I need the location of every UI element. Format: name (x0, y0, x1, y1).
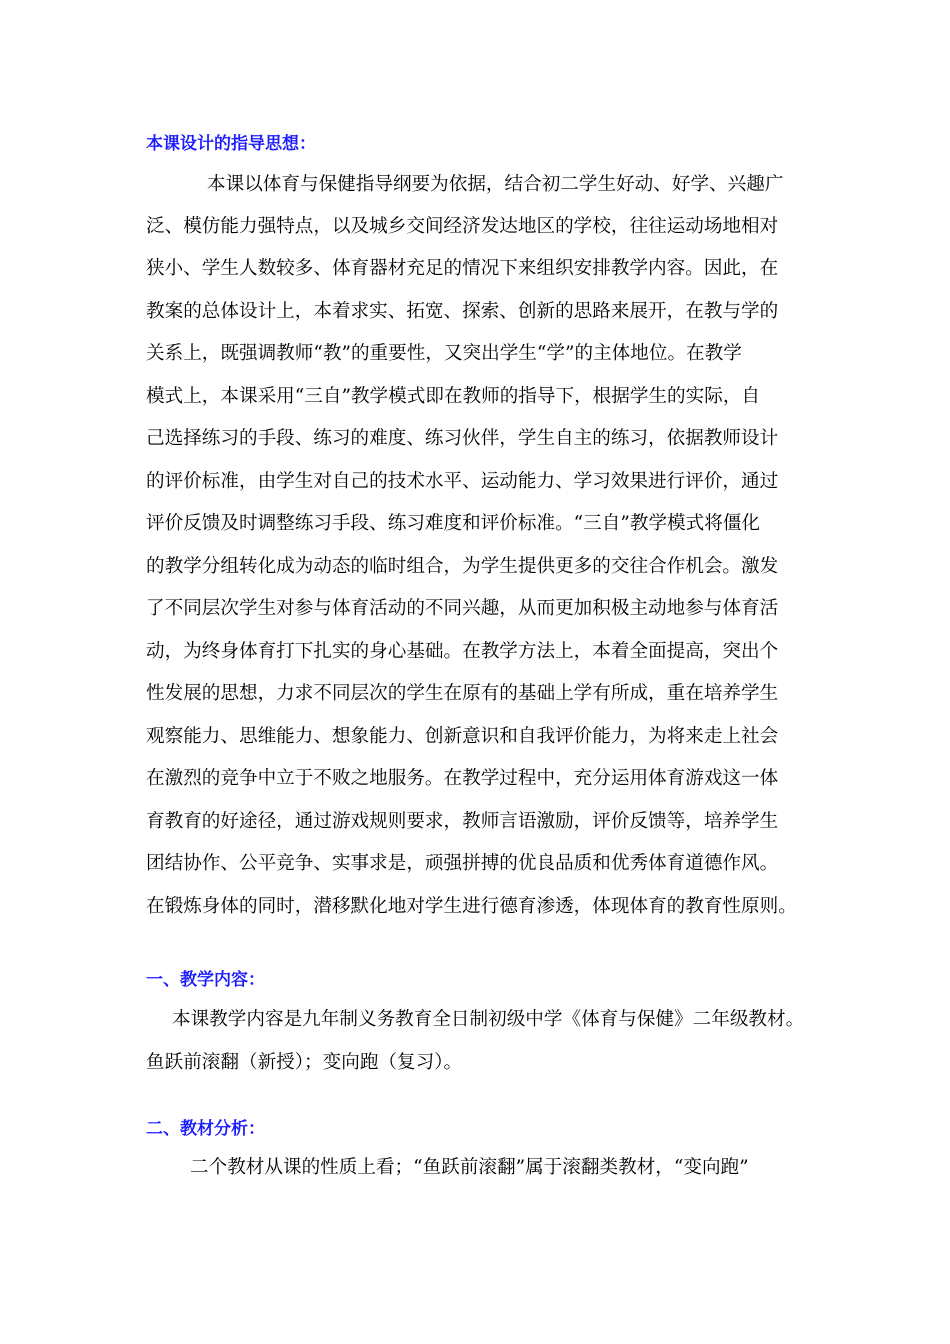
paragraph-line: 己选择练习的手段、练习的难度、练习伙伴，学生自主的练习，依据教师设计 (146, 428, 779, 449)
paragraph-line: 在激烈的竞争中立于不败之地服务。在教学过程中，充分运用体育游戏这一体 (146, 768, 779, 789)
paragraph-line: 的评价标准，由学生对自己的技术水平、运动能力、学习效果进行评价，通过 (146, 471, 779, 492)
paragraph-line: 关系上，既强调教师“教”的重要性，又突出学生“学”的主体地位。在教学 (146, 343, 742, 364)
paragraph-line: 模式上，本课采用“三自”教学模式即在教师的指导下，根据学生的实际，自 (146, 386, 761, 407)
guiding-ideology-heading: 本课设计的指导思想： (146, 134, 316, 154)
paragraph-line: 观察能力、思维能力、想象能力、创新意识和自我评价能力，为将来走上社会 (146, 726, 779, 747)
paragraph-line: 教案的总体设计上，本着求实、拓宽、探索、创新的思路来展开，在教与学的 (146, 301, 779, 322)
paragraph-line: 在锻炼身体的同时，潜移默化地对学生进行德育渗透，体现体育的教育性原则。 (146, 896, 797, 917)
paragraph-line: 评价反馈及时调整练习手段、练习难度和评价标准。“三自”教学模式将僵化 (146, 513, 761, 534)
paragraph-line: 本课教学内容是九年制义务教育全日制初级中学《体育与保健》二年级教材。 (172, 1009, 805, 1030)
paragraph-line: 狭小、学生人数较多、体育器材充足的情况下来组织安排教学内容。因此，在 (146, 258, 779, 279)
paragraph-line: 泛、模仿能力强特点，以及城乡交间经济发达地区的学校，往往运动场地相对 (146, 216, 779, 237)
textbook-analysis-heading: 二、教材分析： (146, 1119, 265, 1139)
paragraph-line: 二个教材从课的性质上看；“鱼跃前滚翻”属于滚翻类教材，“变向跑” (190, 1157, 749, 1178)
paragraph-line: 团结协作、公平竞争、实事求是，顽强拼搏的优良品质和优秀体育道德作风。 (146, 853, 779, 874)
paragraph-line: 育教育的好途径，通过游戏规则要求，教师言语激励，评价反馈等，培养学生 (146, 811, 779, 832)
paragraph-line: 了不同层次学生对参与体育活动的不同兴趣，从而更加积极主动地参与体育活 (146, 598, 779, 619)
teaching-content-heading: 一、教学内容： (146, 970, 265, 990)
paragraph-line: 本课以体育与保健指导纲要为依据，结合初二学生好动、好学、兴趣广 (207, 174, 784, 195)
paragraph-line: 的教学分组转化成为动态的临时组合，为学生提供更多的交往合作机会。激发 (146, 556, 779, 577)
paragraph-line: 性发展的思想，力求不同层次的学生在原有的基础上学有所成，重在培养学生 (146, 683, 779, 704)
paragraph-line: 鱼跃前滚翻（新授）；变向跑（复习）。 (146, 1052, 463, 1073)
paragraph-line: 动，为终身体育打下扎实的身心基础。在教学方法上，本着全面提高，突出个 (146, 641, 779, 662)
